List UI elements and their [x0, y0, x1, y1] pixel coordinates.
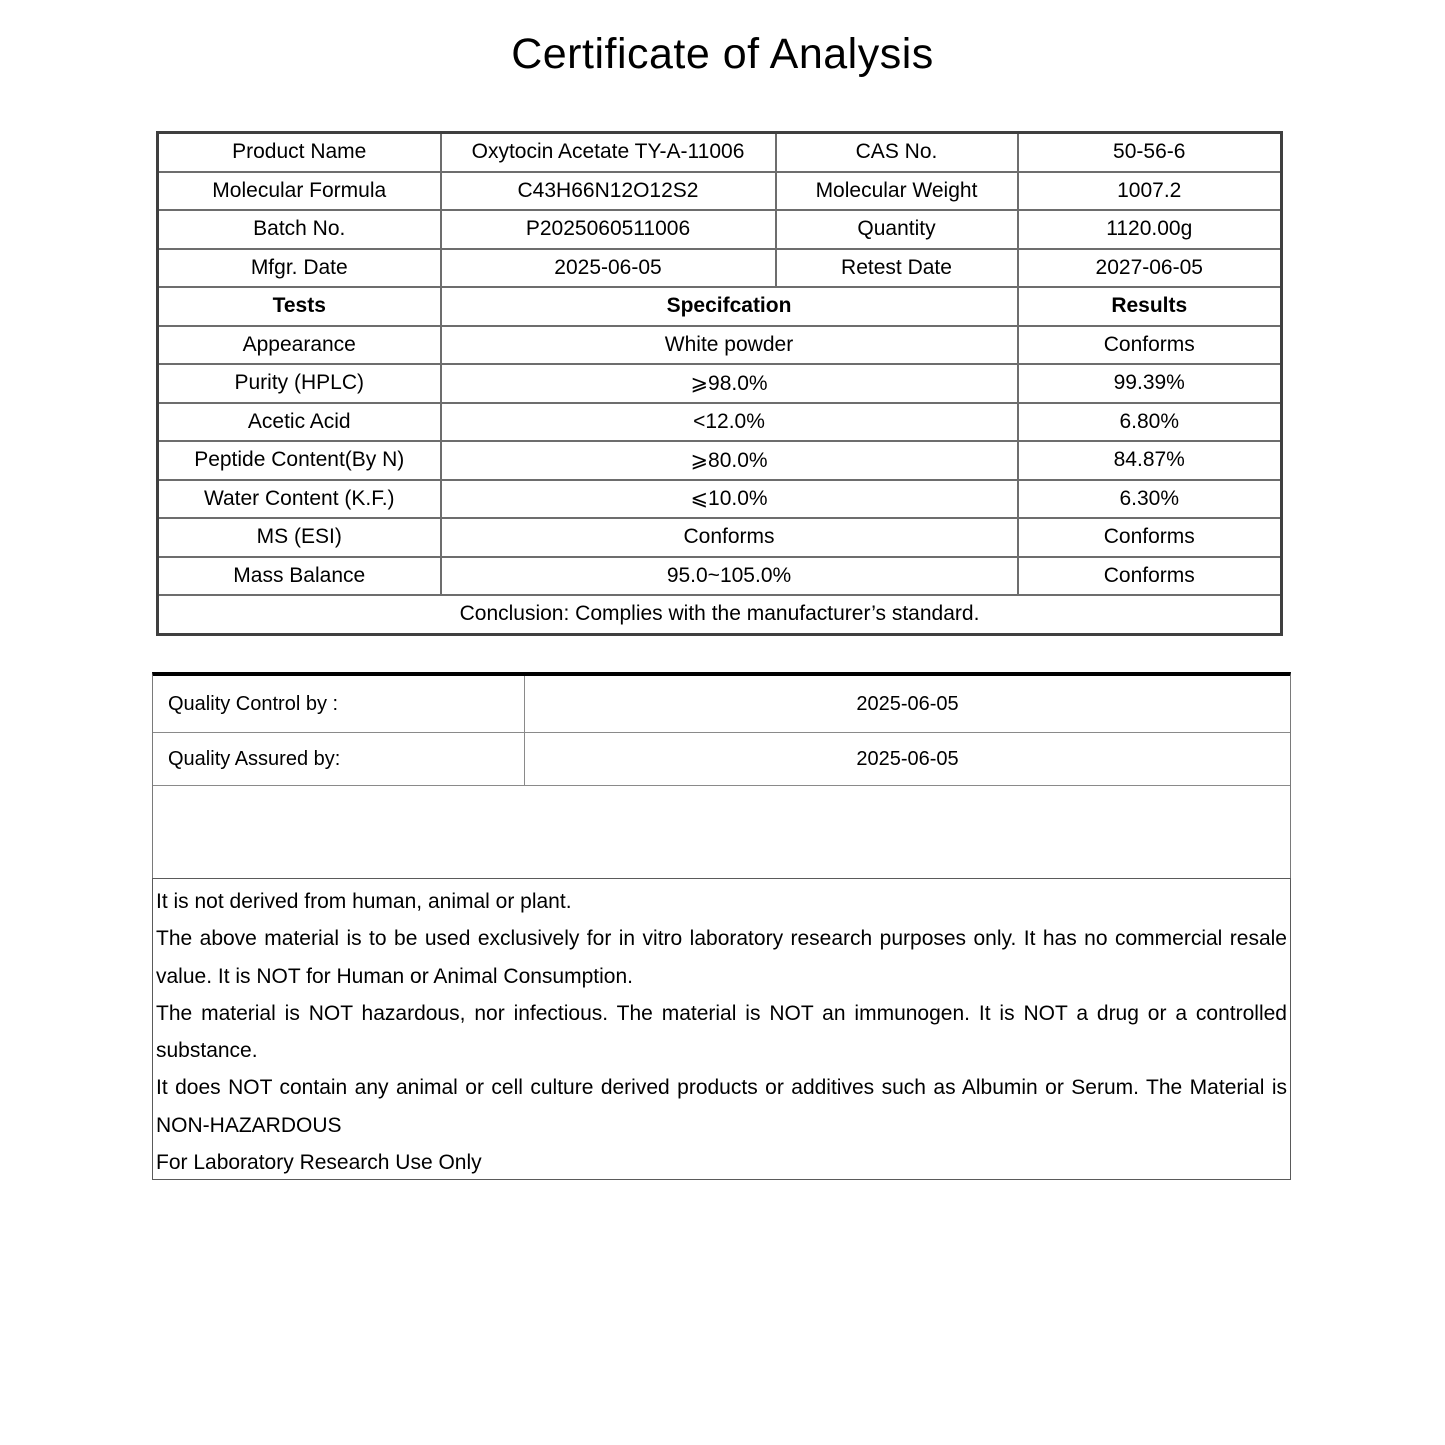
- specification-header: Specifcation: [441, 287, 1018, 326]
- test-result: 6.30%: [1018, 480, 1282, 519]
- test-row-peptide-content: [158, 441, 1282, 480]
- quality-control-by-label: Quality Control by :: [153, 676, 525, 732]
- disclaimer-box: [152, 878, 1291, 1180]
- test-spec: 95.0~105.0%: [441, 557, 1018, 596]
- test-name: Mass Balance: [158, 557, 441, 596]
- mfgr-date-value: 2025-06-05: [441, 249, 776, 288]
- test-result: 6.80%: [1018, 403, 1282, 442]
- test-row-purity: [158, 364, 1282, 403]
- info-row-product: [158, 133, 1282, 172]
- batch-no-label: Batch No.: [158, 210, 441, 249]
- retest-date-value: 2027-06-05: [1018, 249, 1282, 288]
- signoff-empty-cell: [153, 786, 1290, 876]
- test-row-acetic-acid: [158, 403, 1282, 442]
- product-name-value: Oxytocin Acetate TY-A-11006: [441, 133, 776, 172]
- cas-no-value: 50-56-6: [1018, 133, 1282, 172]
- info-row-formula: [158, 172, 1282, 211]
- conclusion-row: [158, 595, 1282, 634]
- tests-header-row: [158, 287, 1282, 326]
- quality-control-date: 2025-06-05: [856, 692, 959, 715]
- test-name: MS (ESI): [158, 518, 441, 557]
- mfgr-date-label: Mfgr. Date: [158, 249, 441, 288]
- test-name: Appearance: [158, 326, 441, 365]
- test-name: Peptide Content(By N): [158, 441, 441, 480]
- retest-date-label: Retest Date: [776, 249, 1018, 288]
- disclaimer-line: The material is NOT hazardous, nor infectious. The material is NOT an immunogen. It is NOT a drug or a controlled substance.: [156, 1001, 1287, 1063]
- test-spec: <12.0%: [441, 403, 1018, 442]
- tests-header: Tests: [158, 287, 441, 326]
- quality-assured-date: 2025-06-05: [856, 747, 959, 770]
- test-spec: ⩽10.0%: [441, 480, 1018, 519]
- test-row-appearance: [158, 326, 1282, 365]
- quality-control-row: [153, 676, 1290, 733]
- info-row-batch: [158, 210, 1282, 249]
- test-spec: ⩾98.0%: [441, 364, 1018, 403]
- document-title: Certificate of Analysis: [511, 30, 934, 78]
- test-result: Conforms: [1018, 557, 1282, 596]
- test-name: Water Content (K.F.): [158, 480, 441, 519]
- results-header: Results: [1018, 287, 1282, 326]
- test-row-ms-esi: [158, 518, 1282, 557]
- molecular-weight-value: 1007.2: [1018, 172, 1282, 211]
- test-result: 99.39%: [1018, 364, 1282, 403]
- product-name-label: Product Name: [158, 133, 441, 172]
- test-result: Conforms: [1018, 326, 1282, 365]
- cas-no-label: CAS No.: [776, 133, 1018, 172]
- disclaimer-line: It does NOT contain any animal or cell culture derived products or additives such as Albumin or Serum. The Material is NON-HAZARDOUS: [156, 1076, 1287, 1137]
- test-result: Conforms: [1018, 518, 1282, 557]
- batch-no-value: P2025060511006: [441, 210, 776, 249]
- molecular-formula-label: Molecular Formula: [158, 172, 441, 211]
- disclaimer-line: It is not derived from human, animal or plant.: [156, 890, 572, 913]
- signoff-table: [152, 672, 1291, 878]
- conclusion-text: Conclusion: Complies with the manufacturer’s standard.: [158, 595, 1282, 634]
- quality-assured-by-label: Quality Assured by:: [153, 733, 525, 785]
- info-row-dates: [158, 249, 1282, 288]
- disclaimer-line: The above material is to be used exclusively for in vitro laboratory research purposes only. It has no commercial resale value. It is NOT for Human or Animal Consumption.: [156, 927, 1287, 988]
- molecular-weight-label: Molecular Weight: [776, 172, 1018, 211]
- test-spec: Conforms: [441, 518, 1018, 557]
- test-spec: White powder: [441, 326, 1018, 365]
- disclaimer-line: For Laboratory Research Use Only: [156, 1151, 482, 1175]
- quality-assured-row: [153, 733, 1290, 786]
- test-name: Purity (HPLC): [158, 364, 441, 403]
- quantity-label: Quantity: [776, 210, 1018, 249]
- test-row-water-content: [158, 480, 1282, 519]
- test-name: Acetic Acid: [158, 403, 441, 442]
- test-result: 84.87%: [1018, 441, 1282, 480]
- quantity-value: 1120.00g: [1018, 210, 1282, 249]
- test-spec: ⩾80.0%: [441, 441, 1018, 480]
- molecular-formula-value: C43H66N12O12S2: [441, 172, 776, 211]
- coa-table: [156, 131, 1283, 636]
- test-row-mass-balance: [158, 557, 1282, 596]
